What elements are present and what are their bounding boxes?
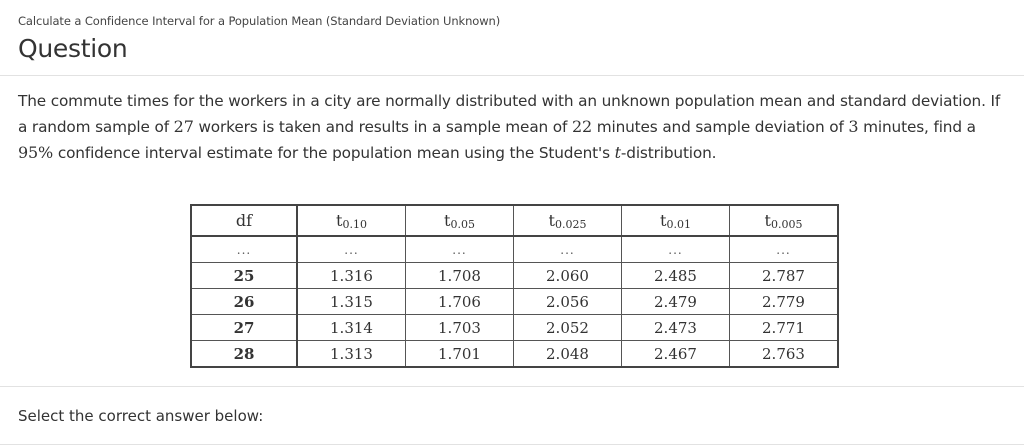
header-label: t: [764, 210, 771, 230]
question-text-part: minutes, find a: [858, 118, 976, 136]
table-cell: ...: [622, 236, 730, 263]
header-label: t: [444, 210, 451, 230]
table-cell: ...: [191, 236, 297, 263]
breadcrumb: Calculate a Confidence Interval for a Population Mean (Standard Deviation Unknown): [18, 14, 501, 28]
table-row: [191, 263, 838, 289]
table-row: [191, 315, 838, 341]
table-row-ellipsis: [191, 236, 838, 263]
sample-deviation: 3: [848, 117, 859, 136]
table-cell: 1.315: [297, 289, 406, 315]
header-subscript: 0.025: [554, 217, 587, 231]
table-cell: 1.706: [406, 289, 514, 315]
table-cell: 2.479: [622, 289, 730, 315]
sample-size: 27: [173, 117, 194, 136]
table-cell: ...: [730, 236, 839, 263]
table-cell: ...: [406, 236, 514, 263]
table-cell: 2.779: [730, 289, 839, 315]
divider: [0, 75, 1024, 76]
header-label: df: [235, 211, 253, 230]
table-cell: 2.763: [730, 341, 839, 368]
table-cell: 1.314: [297, 315, 406, 341]
table-cell: 27: [191, 315, 297, 341]
question-text-part: workers is taken and results in a sample mean of: [193, 118, 572, 136]
table-cell: 2.787: [730, 263, 839, 289]
table-cell: ...: [514, 236, 622, 263]
table-cell: 1.316: [297, 263, 406, 289]
header-t001: [622, 205, 730, 236]
header-t005: [406, 205, 514, 236]
table-cell: 1.701: [406, 341, 514, 368]
header-subscript: 0.05: [450, 217, 475, 231]
sample-mean: 22: [571, 117, 593, 136]
table-cell: 2.771: [730, 315, 839, 341]
table-row: [191, 341, 838, 368]
question-text-part: -distribution.: [620, 144, 717, 162]
question-text-part: minutes and sample deviation of: [592, 118, 849, 136]
table-cell: 2.060: [514, 263, 622, 289]
table-cell: 2.056: [514, 289, 622, 315]
table-cell: 2.485: [622, 263, 730, 289]
table-cell: 2.048: [514, 341, 622, 368]
header-t0025: [514, 205, 622, 236]
table-cell: ...: [297, 236, 406, 263]
header-t0005: [730, 205, 839, 236]
table-cell: 26: [191, 289, 297, 315]
header-df: [191, 205, 297, 236]
header-t010: [297, 205, 406, 236]
divider: [0, 386, 1024, 387]
table-row: [191, 289, 838, 315]
header-subscript: 0.01: [666, 217, 691, 231]
question-text: [18, 88, 1008, 166]
table-cell: 2.467: [622, 341, 730, 368]
t-distribution-table: [190, 204, 839, 368]
table-cell: 1.703: [406, 315, 514, 341]
header-label: t: [548, 210, 555, 230]
page-title: Question: [18, 34, 128, 63]
table-cell: 28: [191, 341, 297, 368]
answer-prompt: Select the correct answer below:: [18, 407, 264, 425]
table-cell: 2.052: [514, 315, 622, 341]
t-symbol: t: [614, 143, 621, 162]
header-subscript: 0.10: [342, 217, 367, 231]
table-cell: 25: [191, 263, 297, 289]
table-cell: 1.313: [297, 341, 406, 368]
header-label: t: [336, 210, 343, 230]
confidence-level: 95%: [18, 143, 54, 162]
question-text-part: The commute times for the workers in a city are normally distributed with an unknown population mean and standard deviation. If a random sample of: [18, 92, 1001, 136]
table-cell: 1.708: [406, 263, 514, 289]
header-label: t: [660, 210, 667, 230]
table-header-row: [191, 205, 838, 236]
divider: [0, 444, 1024, 445]
table-cell: 2.473: [622, 315, 730, 341]
header-subscript: 0.005: [770, 217, 803, 231]
question-text-part: confidence interval estimate for the population mean using the Student's: [53, 144, 615, 162]
